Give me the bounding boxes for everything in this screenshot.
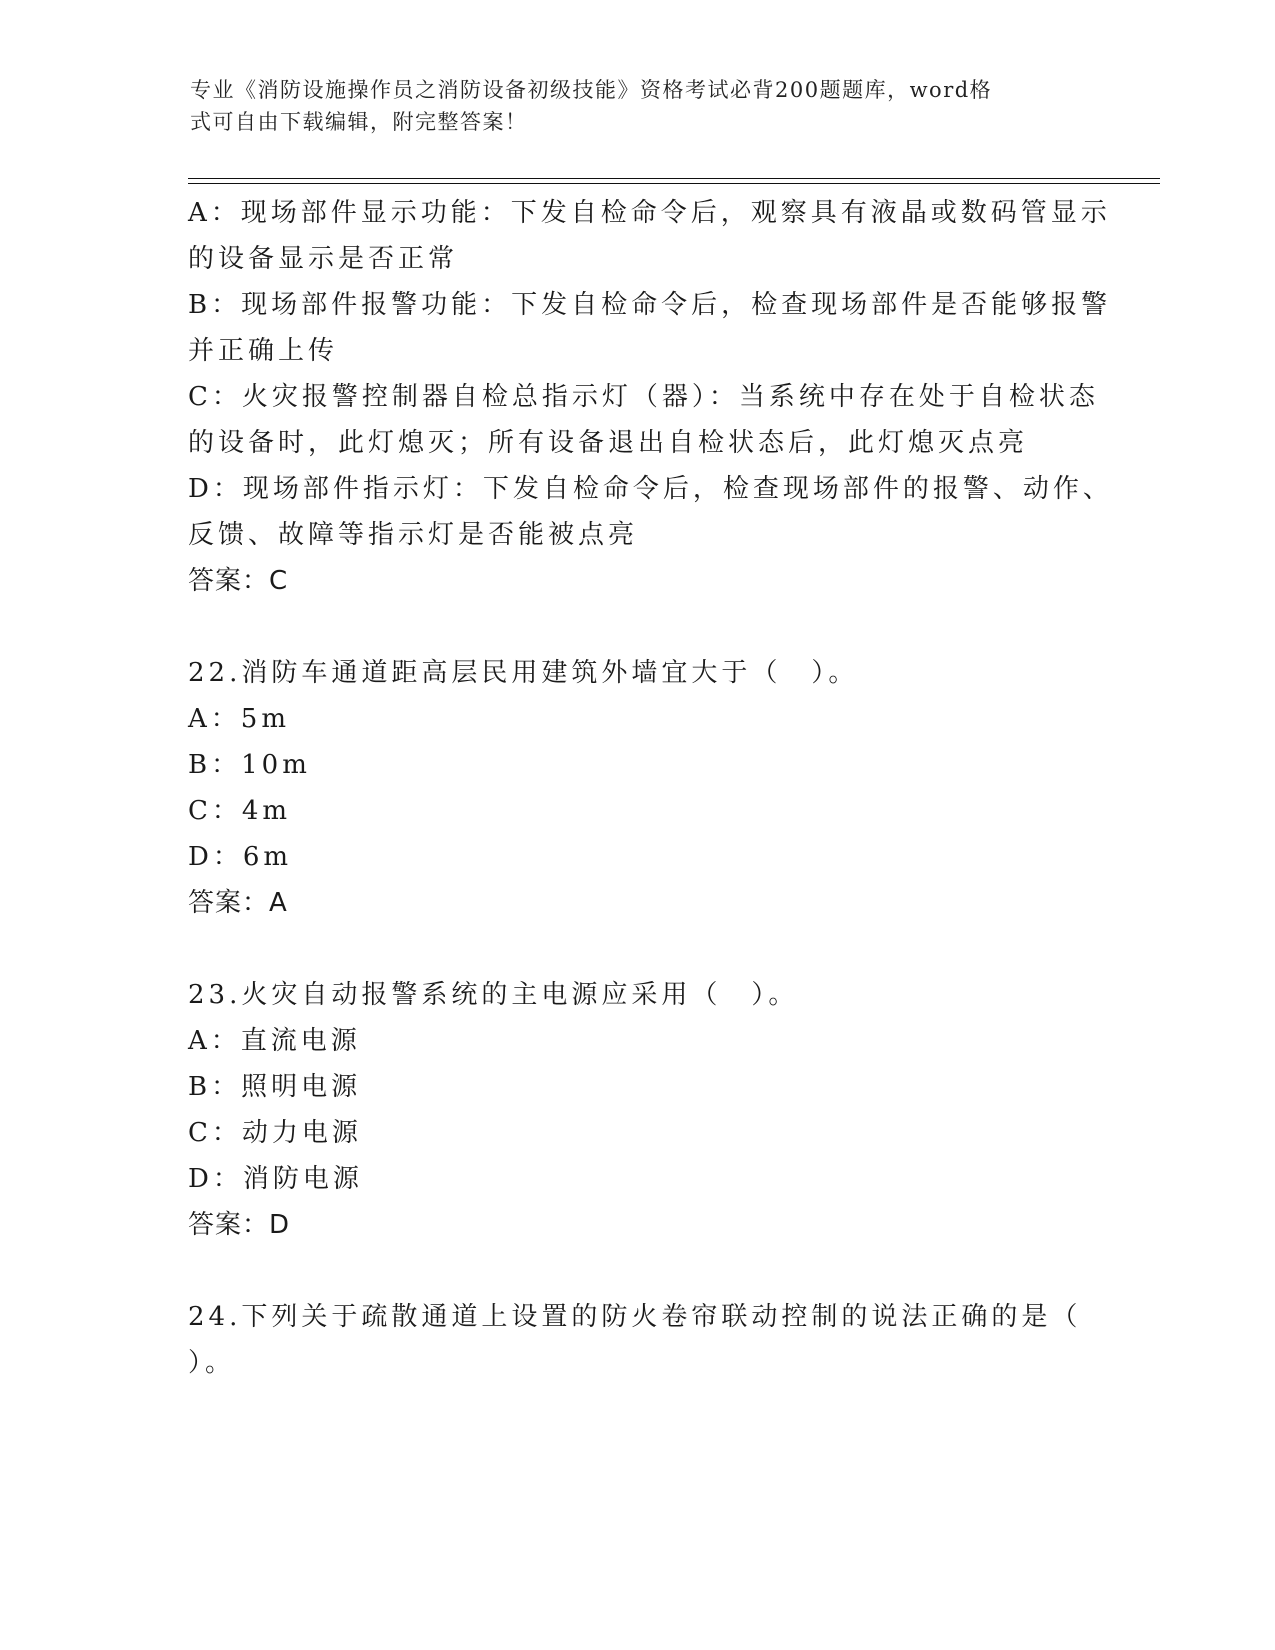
option-c-line-1: C：火灾报警控制器自检总指示灯（器）：当系统中存在处于自检状态 (188, 382, 1099, 412)
option-d: D：6m (188, 842, 293, 872)
question-content (188, 190, 1113, 1386)
answer-22: 答案：A (188, 888, 288, 918)
option-a-line-1: A：现场部件显示功能：下发自检命令后，观察具有液晶或数码管显示 (188, 198, 1111, 228)
question-22-text: 22.消防车通道距高层民用建筑外墙宜大于（ ）。 (188, 658, 859, 688)
spacer (188, 1248, 1088, 1294)
option-d-line-1: D：现场部件指示灯：下发自检命令后，检查现场部件的报警、动作、 (188, 474, 1113, 504)
option-a-line-2: 的设备显示是否正常 (188, 244, 459, 274)
option-a: A：直流电源 (188, 1026, 361, 1056)
option-d-line-2: 反馈、故障等指示灯是否能被点亮 (188, 520, 639, 550)
spacer (188, 926, 1088, 972)
header-divider-bottom (188, 183, 1160, 184)
option-c: C：4m (188, 796, 292, 826)
header-line-2: 式可自由下载编辑，附完整答案！ (190, 110, 528, 134)
option-b-line-2: 并正确上传 (188, 336, 339, 366)
question-24 (188, 1294, 1088, 1386)
header-divider-top (188, 178, 1160, 179)
answer-21: 答案：C (188, 566, 289, 596)
option-b: B：照明电源 (188, 1072, 362, 1102)
question-22 (188, 650, 1088, 926)
option-a: A：5m (188, 704, 290, 734)
question-23-text: 23.火灾自动报警系统的主电源应采用（ ）。 (188, 980, 799, 1010)
option-b: B：10m (188, 750, 311, 780)
header-line-1: 专业《消防设施操作员之消防设备初级技能》资格考试必背200题题库，word格 (190, 78, 993, 102)
question-24-text-line-2: ）。 (188, 1348, 236, 1378)
option-d: D：消防电源 (188, 1164, 363, 1194)
option-c: C：动力电源 (188, 1118, 362, 1148)
question-24-text-line-1: 24.下列关于疏散通道上设置的防火卷帘联动控制的说法正确的是（ (188, 1302, 1082, 1332)
document-header (190, 74, 1070, 138)
question-23 (188, 972, 1088, 1248)
option-c-line-2: 的设备时，此灯熄灭；所有设备退出自检状态后，此灯熄灭点亮 (188, 428, 1029, 458)
question-21-options (188, 190, 1113, 604)
option-b-line-1: B：现场部件报警功能：下发自检命令后，检查现场部件是否能够报警 (188, 290, 1112, 320)
answer-23: 答案：D (188, 1210, 291, 1240)
spacer (188, 604, 1088, 650)
